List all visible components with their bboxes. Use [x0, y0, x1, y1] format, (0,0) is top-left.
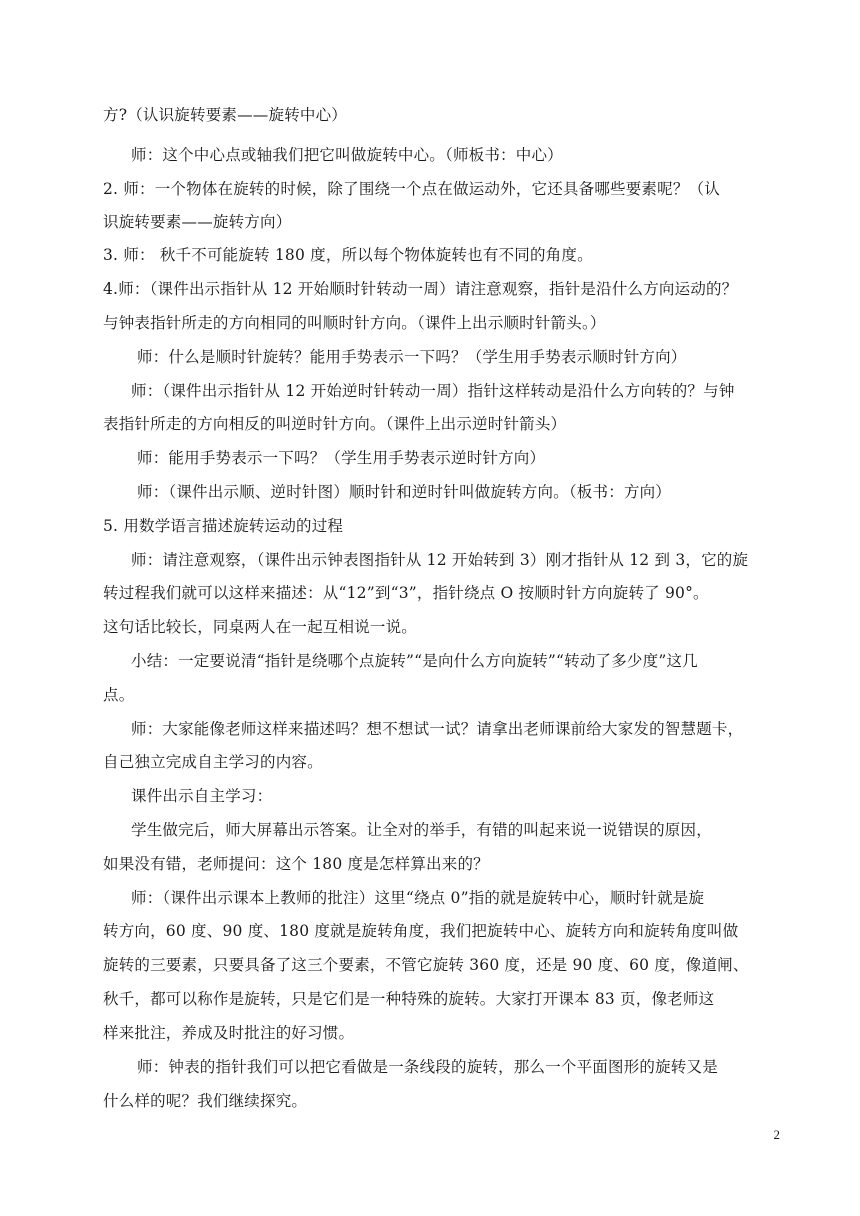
paragraph-line: 师：能用手势表示一下吗？（学生用手势表示逆时针方向）	[137, 449, 546, 467]
paragraph-line: 如果没有错，老师提问：这个 180 度是怎样算出来的？	[103, 855, 489, 873]
paragraph-line: 转过程我们就可以这样来描述：从“12”到“3”，指针绕点 O 按顺时针方向旋转了 90°。	[103, 584, 709, 602]
paragraph-line: 样来批注，养成及时批注的好习惯。	[103, 1024, 355, 1042]
paragraph-line: 这句话比较长，同桌两人在一起互相说一说。	[103, 618, 418, 636]
paragraph-line: 师：（课件出示指针从 12 开始逆时针转动一周）指针这样转动是沿什么方向转的？与钟	[131, 382, 735, 400]
paragraph-line: 课件出示自主学习：	[131, 787, 273, 805]
paragraph-line: 师：请注意观察，（课件出示钟表图指针从 12 开始转到 3）刚才指针从 12 到 3，它的旋	[131, 551, 749, 569]
paragraph-line: 识旋转要素——旋转方向）	[103, 213, 292, 231]
paragraph-line: 秋千，都可以称作是旋转，只是它们是一种特殊的旋转。大家打开课本 83 页，像老师这	[103, 990, 715, 1008]
paragraph-line: 2. 师：一个物体在旋转的时候，除了围绕一个点在做运动外，它还具备哪些要素呢？（认	[103, 180, 720, 198]
paragraph-line: 小结：一定要说清“指针是绕哪个点旋转”“是向什么方向旋转”“转动了多少度”这几	[131, 652, 698, 670]
paragraph-line: 师：这个中心点或轴我们把它叫做旋转中心。（师板书：中心）	[131, 146, 563, 164]
paragraph-line: 自己独立完成自主学习的内容。	[103, 753, 323, 771]
paragraph-line: 什么样的呢？我们继续探究。	[103, 1092, 308, 1110]
paragraph-line: 方?（认识旋转要素——旋转中心）	[103, 106, 348, 124]
paragraph-line: 师：（课件出示课本上教师的批注）这里“绕点 0”指的就是旋转中心，顺时针就是旋	[131, 889, 705, 907]
page-number: 2	[773, 1127, 780, 1142]
section-heading: 5. 用数学语言描述旋转运动的过程	[103, 517, 344, 535]
paragraph-line: 师：大家能像老师这样来描述吗？想不想试一试？请拿出老师课前给大家发的智慧题卡，	[131, 720, 744, 738]
paragraph-line: 师：什么是顺时针旋转？能用手势表示一下吗？（学生用手势表示顺时针方向）	[137, 348, 687, 366]
paragraph-line: 转方向，60 度、90 度、180 度就是旋转角度，我们把旋转中心、旋转方向和旋转角度叫做	[103, 922, 739, 940]
paragraph-line: 3. 师： 秋千不可能旋转 180 度，所以每个物体旋转也有不同的角度。	[103, 246, 593, 264]
paragraph-line: 点。	[103, 686, 135, 704]
paragraph-line: 4.师：（课件出示指针从 12 开始顺时针转动一周）请注意观察，指针是沿什么方向运动的？	[103, 280, 738, 298]
paragraph-line: 与钟表指针所走的方向相同的叫顺时针方向。（课件上出示顺时针箭头。）	[103, 314, 606, 332]
paragraph-line: 旋转的三要素，只要具备了这三个要素，不管它旋转 360 度，还是 90 度、60 度，像道闸、	[103, 956, 749, 974]
paragraph-line: 学生做完后，师大屏幕出示答案。让全对的举手，有错的叫起来说一说错误的原因，	[131, 821, 712, 839]
paragraph-line: 师：（课件出示顺、逆时针图）顺时针和逆时针叫做旋转方向。（板书：方向）	[137, 483, 672, 501]
paragraph-line: 表指针所走的方向相反的叫逆时针方向。（课件上出示逆时针箭头）	[103, 415, 567, 433]
paragraph-line: 师：钟表的指针我们可以把它看做是一条线段的旋转，那么一个平面图形的旋转又是	[137, 1058, 718, 1076]
